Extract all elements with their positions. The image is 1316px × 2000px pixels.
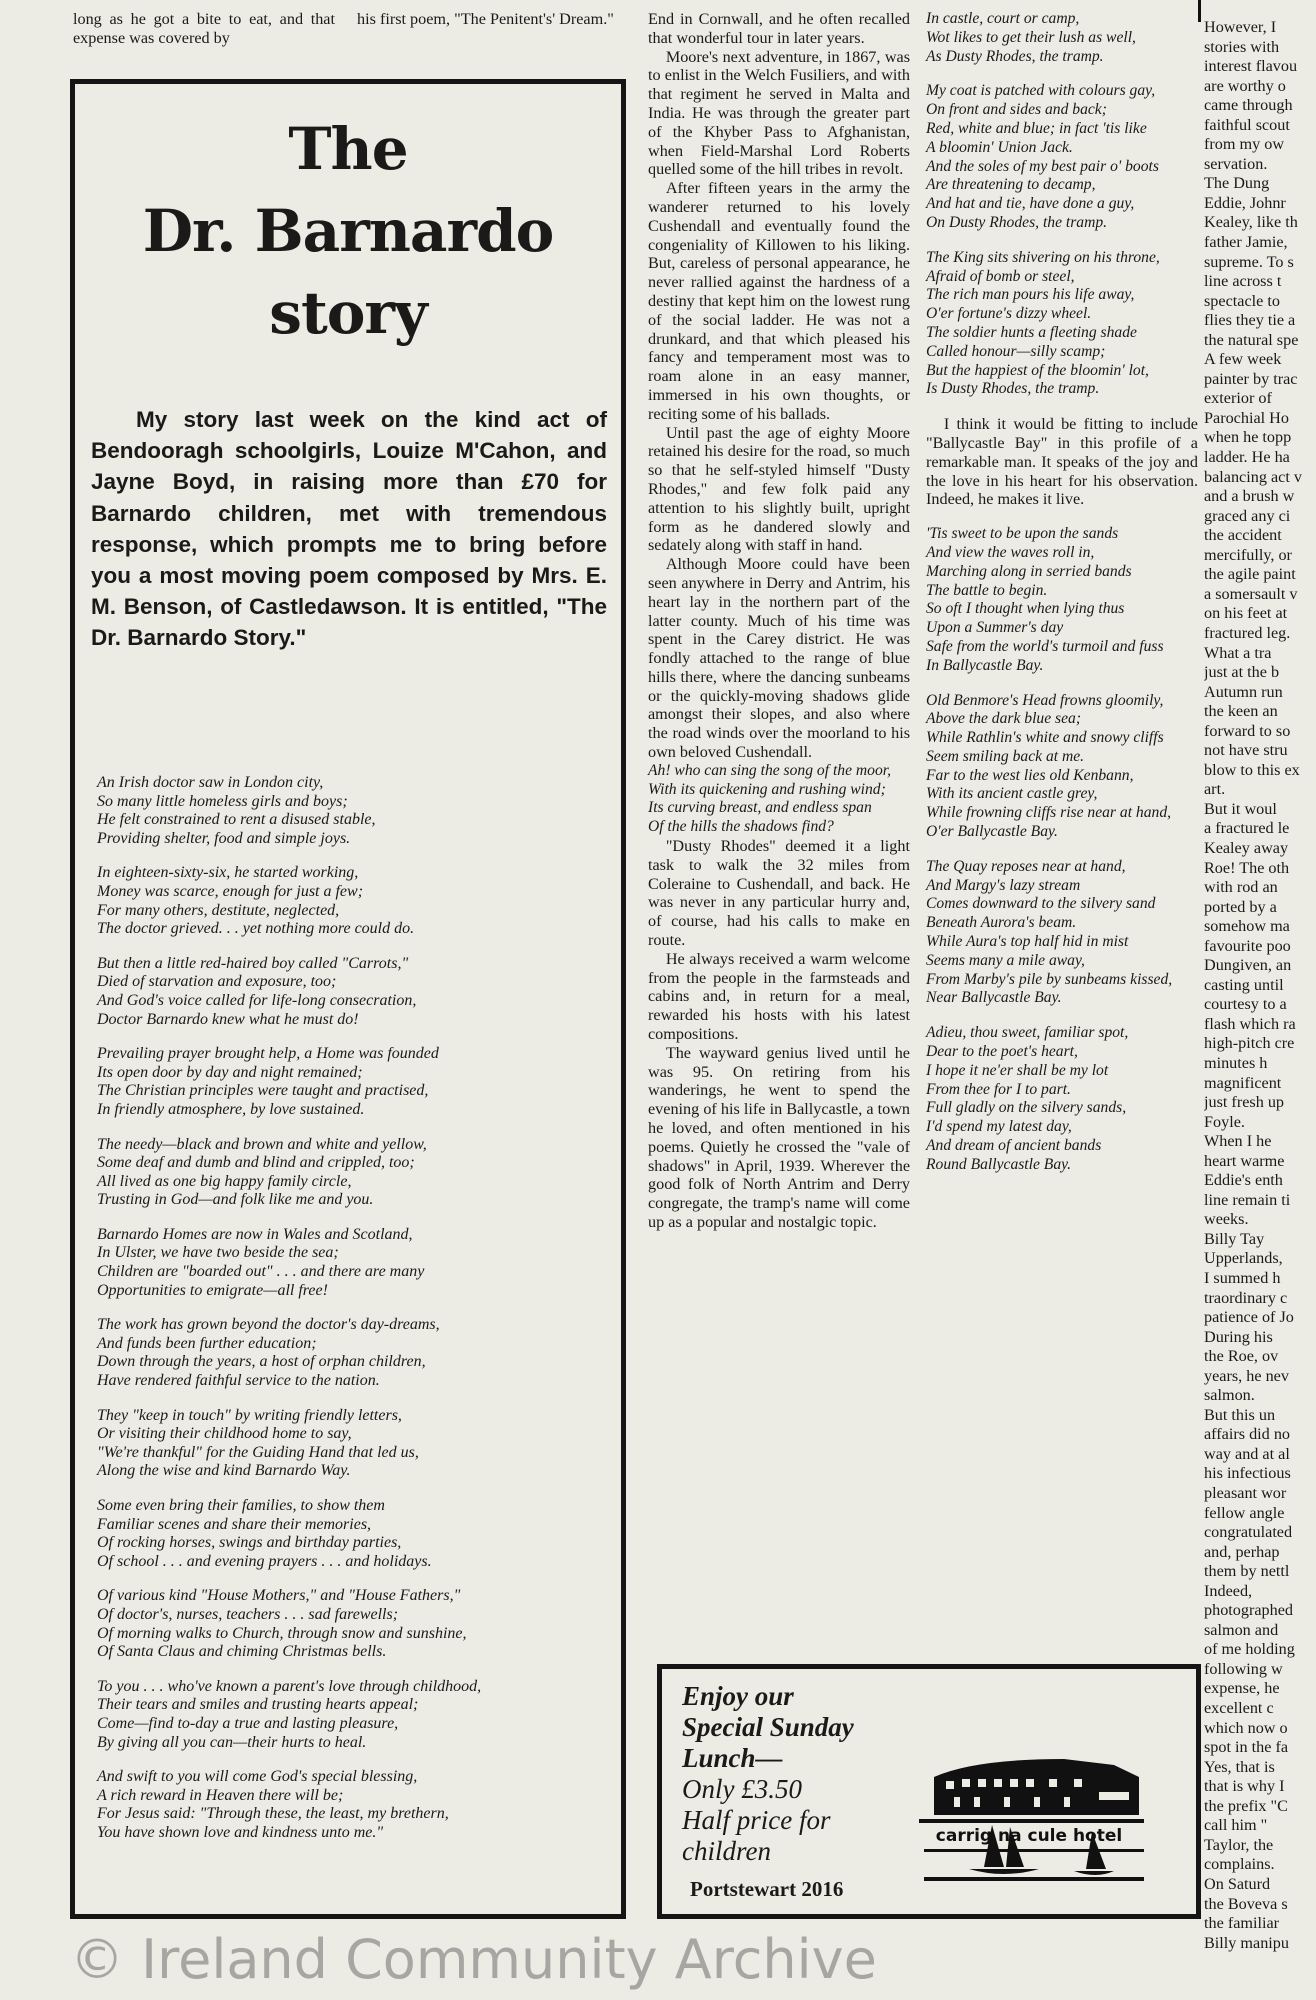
- poem-line: You have shown love and kindness unto me.": [97, 1823, 384, 1841]
- column-line: courtesy to a: [1204, 995, 1287, 1014]
- poem-line: Familiar scenes and share their memories,: [97, 1515, 372, 1533]
- poem-line: They "keep in touch" by writing friendly letters,: [97, 1406, 402, 1424]
- poem-line: Adieu, thou sweet, familiar spot,: [926, 1024, 1129, 1042]
- poem-line: While frowning cliffs rise near at hand,: [926, 804, 1172, 822]
- column-line: Kealey away: [1204, 838, 1289, 857]
- column-line: What a tra: [1204, 643, 1272, 662]
- column-line: on his feet at: [1204, 604, 1288, 623]
- poem-stanza: [926, 249, 1198, 399]
- column-line: servation.: [1204, 154, 1268, 173]
- column-line: However, I: [1204, 18, 1277, 36]
- fragment-text: long as he got a bite to eat, and that expense was covered by: [73, 10, 335, 48]
- column-line: exterior of: [1204, 389, 1272, 408]
- column-line: traordinary c: [1204, 1288, 1288, 1307]
- poem-line: Their tears and smiles and trusting hearts appeal;: [97, 1696, 419, 1714]
- column-line: somehow ma: [1204, 917, 1290, 936]
- advert-line: Lunch—: [682, 1743, 783, 1773]
- column-line: his infectious: [1204, 1464, 1291, 1483]
- column-line: salmon.: [1204, 1386, 1255, 1405]
- inline-poem: [648, 762, 910, 837]
- poem-line: To you . . . who've known a parent's love through childhood,: [97, 1677, 482, 1695]
- poem-line: Of school . . . and evening prayers . . . and holidays.: [97, 1552, 432, 1570]
- poem-stanza: [97, 774, 599, 848]
- poem-line: From Marby's pile by sunbeams kissed,: [926, 970, 1173, 988]
- column-line: heart warme: [1204, 1151, 1285, 1170]
- poem-line: Children are "boarded out" . . . and there are many: [97, 1263, 425, 1281]
- poem-line: With its quickening and rushing wind;: [648, 780, 886, 798]
- column-line: patience of Jo: [1204, 1308, 1294, 1327]
- poem-stanza: [97, 1587, 599, 1661]
- poem-line: For many others, destitute, neglected,: [97, 901, 340, 919]
- column-line: and, perhap: [1204, 1542, 1280, 1561]
- column-line: with rod an: [1204, 878, 1278, 897]
- poem-line: The doctor grieved. . . yet nothing more could do.: [97, 920, 415, 938]
- top-fragment-left: [73, 10, 335, 49]
- column-line: During his: [1204, 1327, 1273, 1346]
- poem-line: The Christian principles were taught and practised,: [97, 1082, 429, 1100]
- barnardo-poem: [97, 774, 599, 1859]
- column-line: graced any ci: [1204, 506, 1291, 525]
- poem-line: As Dusty Rhodes, the tramp.: [926, 47, 1104, 65]
- poem-line: But then a little red-haired boy called "Carrots,": [97, 954, 409, 972]
- column-line: complains.: [1204, 1855, 1275, 1874]
- paragraph: End in Cornwall, and he often recalled that wonderful tour in later years.: [648, 10, 910, 47]
- poem-stanza: [926, 82, 1198, 232]
- poem-line: Safe from the world's turmoil and fuss: [926, 637, 1164, 655]
- poem-line: Money was scarce, enough for just a few;: [97, 882, 364, 900]
- poem-line: A rich reward in Heaven there will be;: [97, 1786, 344, 1804]
- poem-line: The needy—black and brown and white and yellow,: [97, 1135, 427, 1153]
- poem-line: Barnardo Homes are now in Wales and Scotland,: [97, 1225, 413, 1243]
- poem-line: In friendly atmosphere, by love sustained.: [97, 1100, 365, 1118]
- column-line: On Saturd: [1204, 1874, 1271, 1893]
- poem-line: Are threatening to decamp,: [926, 176, 1096, 194]
- paragraph: After fifteen years in the army the wanderer returned to his lovely Cushendall and eventually found the congeniality of Killowen to his liking. But, careless of personal appearance, he never rallied against the hardness of a destiny that kept him on the lowest rung of the social ladder. He was not a drunkard, and that which pleased his fancy and temperament most was to roam alone in an easy manner, immersed in his own thoughts, or reciting some of his ballads.: [648, 179, 910, 423]
- feature-intro: My story last week on the kind act of Bendooragh schoolgirls, Louize M'Cahon, and Jayne Boyd, in raising more than £70 for Barnardo children, met with tremendous response, which prompts me to bring before you a most moving poem composed by Mrs. E. M. Benson, of Castledawson. It is entitled, "The Dr. Barnardo Story.": [91, 407, 607, 651]
- column-line: expense, he: [1204, 1679, 1280, 1698]
- poem-line: In castle, court or camp,: [926, 10, 1080, 27]
- poem-line: Afraid of bomb or steel,: [926, 267, 1075, 285]
- poem-line: In eighteen-sixty-six, he started working,: [97, 864, 359, 882]
- column-line: spot in the fa: [1204, 1738, 1289, 1757]
- column-line: balancing act v: [1204, 467, 1302, 486]
- poem-line: Of rocking horses, swings and birthday parties,: [97, 1534, 402, 1552]
- poem-line: Trusting in God—and folk like me and you.: [97, 1191, 374, 1209]
- poem-line: Seem smiling back at me.: [926, 747, 1085, 765]
- column-line: Dungiven, an: [1204, 956, 1292, 975]
- poem-line: Its curving breast, and endless span: [648, 799, 872, 817]
- title-line: story: [269, 279, 427, 347]
- poem-line: Have rendered faithful service to the nation.: [97, 1372, 380, 1390]
- column-line: high-pitch cre: [1204, 1034, 1295, 1053]
- column-line: casting until: [1204, 975, 1284, 994]
- poem-stanza: [97, 1136, 599, 1210]
- column-line: salmon and: [1204, 1620, 1279, 1639]
- poem-line: In Ulster, we have two beside the sea;: [97, 1244, 339, 1262]
- article-column-3: [926, 10, 1198, 1191]
- poem-line: Seems many a mile away,: [926, 951, 1085, 969]
- poem-line: The battle to begin.: [926, 581, 1048, 599]
- poem-line: And dream of ancient bands: [926, 1137, 1102, 1155]
- poem-stanza: [97, 864, 599, 938]
- poem-line: Some deaf and dumb and blind and crippled, too;: [97, 1154, 415, 1172]
- poem-line: The Quay reposes near at hand,: [926, 857, 1126, 875]
- poem-line: Some even bring their families, to show them: [97, 1497, 385, 1514]
- column-line: A few week: [1204, 350, 1282, 369]
- poem-line: Is Dusty Rhodes, the tramp.: [926, 380, 1100, 398]
- column-line: a somersault v: [1204, 584, 1298, 603]
- poem-line: And the soles of my best pair o' boots: [926, 157, 1159, 175]
- column-line: that is why I: [1204, 1777, 1285, 1796]
- poem-line: He felt constrained to rent a disused stable,: [97, 811, 376, 829]
- column-line: magnificent: [1204, 1073, 1282, 1092]
- column-line: line remain ti: [1204, 1190, 1291, 1209]
- article-column-4-cropped: [1204, 18, 1316, 1953]
- paragraph: Although Moore could have been seen anywhere in Derry and Antrim, his heart lay in the northern part of the latter county. Much of his time was spent in the Carey district. He was fondly attached to the range of blue hills there, where the dancing sunbeams or the quickly-moving shadows glide amongst their slopes, and also where the road winds over the moorland to his own beloved Cushendall.: [648, 555, 910, 762]
- poem-line: An Irish doctor saw in London city,: [97, 774, 324, 791]
- column-line: just at the b: [1204, 663, 1280, 682]
- poem-line: The King sits shivering on his throne,: [926, 248, 1160, 266]
- poem-line: But the happiest of the bloomin' lot,: [926, 361, 1149, 379]
- poem-line: And Margy's lazy stream: [926, 876, 1081, 894]
- poem-line: And swift to you will come God's special blessing,: [97, 1768, 418, 1786]
- poem-line: Of the hills the shadows find?: [648, 818, 834, 836]
- column-line: painter by trac: [1204, 369, 1298, 388]
- poem-line: And view the waves roll in,: [926, 543, 1095, 561]
- advert-footer: Portstewart 2016: [690, 1877, 844, 1901]
- column-line: mercifully, or: [1204, 545, 1292, 564]
- column-line: ported by a: [1204, 897, 1277, 916]
- poem-line: Full gladly on the silvery sands,: [926, 1099, 1127, 1117]
- poem-line: So many little homeless girls and boys;: [97, 792, 348, 810]
- paragraph: Until past the age of eighty Moore retained his desire for the road, so much so that he self-styled himself "Dusty Rhodes," and few folk paid any attention to his slightly built, upright form as he dandered slowly and sedately along with staff in hand.: [648, 423, 910, 555]
- column-line: affairs did no: [1204, 1425, 1291, 1444]
- column-line: when he topp: [1204, 428, 1292, 447]
- column-line: forward to so: [1204, 721, 1291, 740]
- column-line: stories with: [1204, 37, 1280, 56]
- poem-line: While Aura's top half hid in mist: [926, 933, 1129, 951]
- poem-line: Beneath Aurora's beam.: [926, 914, 1077, 932]
- poem-line: On front and sides and back;: [926, 101, 1107, 119]
- column-line: faithful scout: [1204, 115, 1290, 134]
- poem-line: Died of starvation and exposure, too;: [97, 973, 337, 991]
- column-line: Parochial Ho: [1204, 408, 1289, 427]
- poem-line: Above the dark blue sea;: [926, 710, 1082, 728]
- ballycastle-bay-poem: [926, 525, 1198, 1175]
- poem-stanza: [97, 1768, 599, 1842]
- paragraph: I think it would be fitting to include "Ballycastle Bay" in this profile of a remarkable man. It speaks of the joy and the love in his heart for his observation. Indeed, he makes it live.: [926, 415, 1198, 509]
- poem-line: And funds been further education;: [97, 1334, 317, 1352]
- poem-line: By giving all you can—their hurts to heal.: [97, 1733, 367, 1751]
- column-line: Eddie's enth: [1204, 1171, 1283, 1190]
- poem-line: Along the wise and kind Barnardo Way.: [97, 1462, 351, 1480]
- poem-line: Far to the west lies old Kenbann,: [926, 766, 1134, 784]
- article-column-2: [648, 10, 910, 1232]
- column-line: a fractured le: [1204, 819, 1290, 838]
- dusty-rhodes-poem: [926, 10, 1198, 399]
- column-line: following w: [1204, 1659, 1283, 1678]
- poem-line: Opportunities to emigrate—all free!: [97, 1281, 328, 1299]
- poem-line: Its open door by day and night remained;: [97, 1063, 363, 1081]
- column-rule: [1198, 0, 1201, 22]
- poem-line: And God's voice called for life-long consecration,: [97, 991, 417, 1009]
- column-line: Billy Tay: [1204, 1229, 1265, 1248]
- column-line: Roe! The oth: [1204, 858, 1290, 877]
- column-line: from my ow: [1204, 135, 1285, 154]
- poem-line: My coat is patched with colours gay,: [926, 82, 1156, 100]
- column-line: excellent c: [1204, 1699, 1274, 1718]
- poem-line: Of various kind "House Mothers," and "House Fathers,": [97, 1587, 461, 1605]
- poem-stanza: [926, 692, 1198, 842]
- poem-line: A bloomin' Union Jack.: [926, 138, 1073, 156]
- advert-price: Only £3.50: [682, 1774, 802, 1804]
- column-line: blow to this ex: [1204, 760, 1300, 779]
- poem-line: Called honour—silly scamp;: [926, 342, 1106, 360]
- paragraph: The wayward genius lived until he was 95. On retiring from his wanderings, he went to spend the evening of his life in Ballycastle, a town he loved, and often mentioned in his poems. Quietly he crossed the "vale of shadows" in April, 1939. Wherever the good folk of North Antrim and Derry congregate, the tramp's name will come up as a popular and nostalgic topic.: [648, 1043, 910, 1231]
- column-line: Upperlands,: [1204, 1249, 1283, 1268]
- column-line: line across t: [1204, 272, 1282, 291]
- poem-line: O'er fortune's dizzy wheel.: [926, 305, 1092, 323]
- poem-line: Down through the years, a host of orphan children,: [97, 1353, 426, 1371]
- advert-text: [682, 1681, 854, 1867]
- poem-line: Upon a Summer's day: [926, 619, 1064, 637]
- advert-line: Half price for: [682, 1805, 831, 1835]
- top-fragment-right: [357, 10, 627, 29]
- column-line: fractured leg.: [1204, 623, 1291, 642]
- column-line: Indeed,: [1204, 1581, 1253, 1600]
- column-line: When I he: [1204, 1132, 1272, 1151]
- poem-line: The work has grown beyond the doctor's day-dreams,: [97, 1316, 440, 1334]
- column-line: the prefix "C: [1204, 1796, 1288, 1815]
- column-line: I summed h: [1204, 1269, 1281, 1287]
- poem-stanza: [926, 525, 1198, 675]
- column-line: the agile paint: [1204, 565, 1296, 584]
- column-line: photographed: [1204, 1601, 1294, 1620]
- poem-line: From thee for I to part.: [926, 1080, 1071, 1098]
- poem-line: The soldier hunts a fleeting shade: [926, 323, 1137, 341]
- poem-line: Near Ballycastle Bay.: [926, 989, 1062, 1007]
- column-line: pleasant wor: [1204, 1484, 1287, 1503]
- column-line: congratulated: [1204, 1523, 1293, 1542]
- poem-line: All lived as one big happy family circle,: [97, 1172, 352, 1190]
- column-line: and a brush w: [1204, 487, 1295, 506]
- column-line: the familiar: [1204, 1914, 1280, 1933]
- poem-line: "We're thankful" for the Guiding Hand that led us,: [97, 1443, 419, 1461]
- poem-stanza: [97, 1226, 599, 1300]
- column-line: not have stru: [1204, 741, 1288, 760]
- poem-line: Of Santa Claus and chiming Christmas bells.: [97, 1643, 387, 1661]
- column-line: minutes h: [1204, 1053, 1268, 1072]
- poem-line: Dear to the poet's heart,: [926, 1043, 1078, 1061]
- column-line: the keen an: [1204, 702, 1278, 721]
- column-line: Eddie, Johnr: [1204, 193, 1286, 212]
- column-line: interest flavou: [1204, 57, 1298, 76]
- poem-stanza: [97, 1407, 599, 1481]
- poem-line: Prevailing prayer brought help, a Home was founded: [97, 1045, 439, 1063]
- poem-line: The rich man pours his life away,: [926, 286, 1135, 304]
- poem-line: Marching along in serried bands: [926, 562, 1132, 580]
- poem-stanza: [926, 10, 1198, 66]
- advert-line: Enjoy our: [682, 1681, 794, 1711]
- poem-line: Ah! who can sing the song of the moor,: [648, 761, 891, 779]
- poem-line: With its ancient castle grey,: [926, 785, 1098, 803]
- poem-line: On Dusty Rhodes, the tramp.: [926, 213, 1108, 231]
- column-line: which now o: [1204, 1718, 1288, 1737]
- column-line: flash which ra: [1204, 1014, 1296, 1033]
- column-line: way and at al: [1204, 1444, 1290, 1463]
- hotel-logo-icon: [914, 1737, 1154, 1887]
- column-line: ladder. He ha: [1204, 448, 1290, 467]
- poem-line: Of morning walks to Church, through snow and sunshine,: [97, 1624, 467, 1642]
- column-line: the natural spe: [1204, 330, 1299, 349]
- column-line: years, he nev: [1204, 1366, 1289, 1385]
- poem-stanza: [97, 1316, 599, 1390]
- column-line: But it woul: [1204, 799, 1277, 818]
- poem-line: O'er Ballycastle Bay.: [926, 823, 1058, 841]
- column-line: Foyle.: [1204, 1112, 1245, 1131]
- poem-line: Red, white and blue; in fact 'tis like: [926, 119, 1147, 137]
- column-line: But this un: [1204, 1405, 1276, 1424]
- column-line: call him ": [1204, 1816, 1268, 1835]
- column-line: Autumn run: [1204, 682, 1283, 701]
- column-line: Billy manipu: [1204, 1933, 1289, 1952]
- column-line: the Boveva s: [1204, 1894, 1288, 1913]
- feature-title: [75, 108, 621, 354]
- title-line: The: [288, 115, 408, 183]
- poem-line: I hope it ne'er shall be my lot: [926, 1061, 1109, 1079]
- poem-line: While Rathlin's white and snowy cliffs: [926, 729, 1164, 747]
- column-line: of me holding: [1204, 1640, 1295, 1659]
- poem-stanza: [97, 1045, 599, 1119]
- column-line: came through: [1204, 96, 1293, 115]
- poem-line: So oft I thought when lying thus: [926, 600, 1125, 618]
- column-line: spectacle to: [1204, 291, 1280, 310]
- poem-line: Come—find to-day a true and lasting pleasure,: [97, 1714, 399, 1732]
- poem-line: Wot likes to get their lush as well,: [926, 28, 1136, 46]
- poem-line: 'Tis sweet to be upon the sands: [926, 525, 1119, 543]
- column-line: Taylor, the: [1204, 1835, 1274, 1854]
- column-line: Kealey, like th: [1204, 213, 1298, 232]
- poem-line: In Ballycastle Bay.: [926, 656, 1044, 674]
- column-line: the Roe, ov: [1204, 1347, 1279, 1366]
- poem-stanza: [97, 1497, 599, 1571]
- poem-line: Comes downward to the silvery sand: [926, 895, 1156, 913]
- logo-text: carrig na cule hotel: [935, 1826, 1123, 1846]
- fragment-text: his first poem, "The Penitent's' Dream.": [357, 10, 614, 28]
- poem-line: Or visiting their childhood home to say,: [97, 1425, 352, 1443]
- poem-line: Of doctor's, nurses, teachers . . . sad farewells;: [97, 1605, 399, 1623]
- column-line: The Dung: [1204, 174, 1270, 193]
- poem-stanza: [97, 1678, 599, 1752]
- poem-line: Doctor Barnardo knew what he must do!: [97, 1010, 359, 1028]
- poem-line: I'd spend my latest day,: [926, 1118, 1072, 1136]
- archive-watermark: © Ireland Community Archive: [70, 1928, 877, 1991]
- column-line: art.: [1204, 780, 1226, 799]
- column-line: favourite poo: [1204, 936, 1291, 955]
- column-line: the accident: [1204, 526, 1282, 545]
- poem-line: Round Ballycastle Bay.: [926, 1155, 1072, 1173]
- column-line: just fresh up: [1204, 1093, 1285, 1112]
- poem-line: Providing shelter, food and simple joys.: [97, 829, 351, 847]
- column-line: supreme. To s: [1204, 252, 1294, 271]
- column-line: flies they tie a: [1204, 311, 1296, 330]
- hotel-advert: [657, 1664, 1201, 1919]
- title-line: Dr. Barnardo: [142, 197, 554, 265]
- poem-line: Old Benmore's Head frowns gloomily,: [926, 691, 1164, 709]
- barnardo-story-box: [70, 79, 626, 1919]
- column-line: are worthy o: [1204, 76, 1286, 95]
- advert-line: children: [682, 1836, 771, 1866]
- poem-stanza: [926, 1024, 1198, 1174]
- column-line: weeks.: [1204, 1210, 1249, 1229]
- paragraph: He always received a warm welcome from the people in the farmsteads and cabins and, in return for a meal, rewarded his hosts with his latest compositions.: [648, 949, 910, 1044]
- paragraph: "Dusty Rhodes" deemed it a light task to walk the 32 miles from Coleraine to Cushendall, and back. He was never in any particular hurry and, of course, had his calls to make en route.: [648, 837, 910, 950]
- poem-stanza: [926, 858, 1198, 1008]
- advert-line: Special Sunday: [682, 1712, 854, 1742]
- column-line: them by nettl: [1204, 1562, 1290, 1581]
- poem-stanza: [97, 955, 599, 1029]
- poem-line: And hat and tie, have done a guy,: [926, 195, 1135, 213]
- column-line: fellow angle: [1204, 1503, 1285, 1522]
- poem-line: For Jesus said: "Through these, the least, my brethern,: [97, 1805, 449, 1823]
- column-line: Yes, that is: [1204, 1757, 1275, 1776]
- poem-stanza: [648, 762, 910, 837]
- paragraph: Moore's next adventure, in 1867, was to enlist in the Welch Fusiliers, and with that regiment he served in Malta and India. He was through the greater part of the Khyber Pass to Afghanistan, when Field-Marshal Lord Roberts quelled some of the hill tribes in revolt.: [648, 47, 910, 179]
- column-line: father Jamie,: [1204, 233, 1288, 252]
